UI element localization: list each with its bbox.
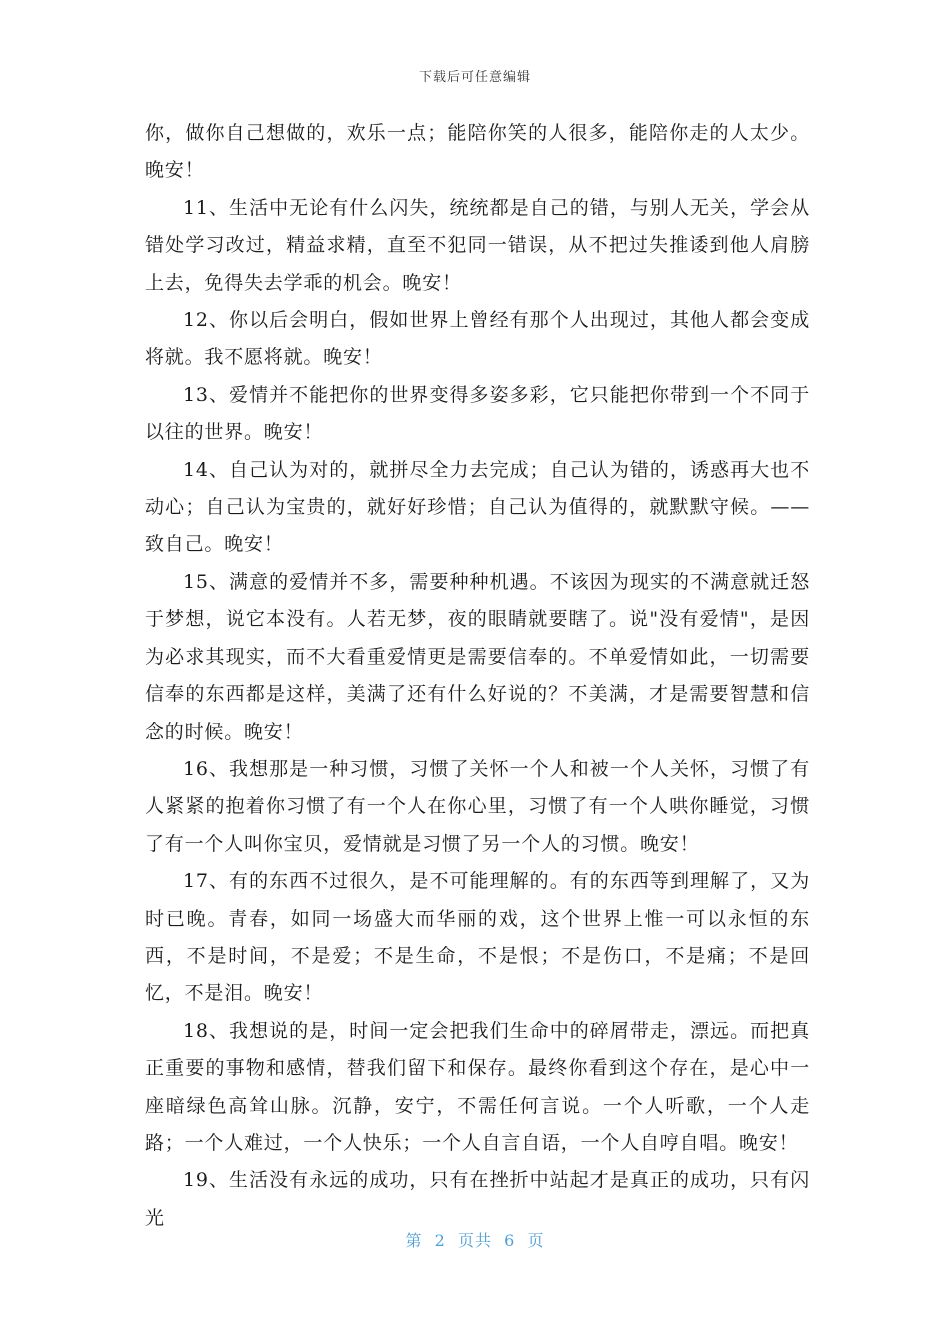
paragraph: 15、满意的爱情并不多，需要种种机遇。不该因为现实的不满意就迁怒于梦想，说它本没有。人若无梦，夜的眼睛就要瞎了。说"没有爱情"，是因为必求其现实，而不大看重爱情更是需要信奉的。不单爱情如此，一切需要信奉的东西都是这样，美满了还有什么好说的？不美满，才是需要智慧和信念的时候。晚安！ — [145, 570, 810, 743]
paragraph: 12、你以后会明白，假如世界上曾经有那个人出现过，其他人都会变成将就。我不愿将就。晚安！ — [145, 309, 810, 369]
page-header: 下载后可任意编辑 — [418, 70, 531, 85]
paragraph: 19、生活没有永远的成功，只有在挫折中站起才是真正的成功，只有闪光 — [145, 1169, 810, 1229]
paragraph: 13、爱情并不能把你的世界变得多姿多彩，它只能把你带到一个不同于以往的世界。晚安！ — [145, 383, 810, 444]
paragraph: 11、生活中无论有什么闪失，统统都是自己的错，与别人无关，学会从错处学习改过，精益求精，直至不犯同一错误，从不把过失推诿到他人肩膀上去，免得失去学乖的机会。晚安！ — [145, 196, 810, 294]
paragraph: 18、我想说的是，时间一定会把我们生命中的碎屑带走，漂远。而把真正重要的事物和感情，替我们留下和保存。最终你看到这个存在，是心中一座暗绿色高耸山脉。沉静，安宁，不需任何言说。一个人听歌，一个人走路；一个人难过，一个人快乐；一个人自言自语，一个人自哼自唱。晚安！ — [145, 1019, 810, 1154]
paragraph: 你，做你自己想做的，欢乐一点；能陪你笑的人很多，能陪你走的人太少。晚安！ — [145, 122, 810, 182]
paragraph: 14、自己认为对的，就拼尽全力去完成；自己认为错的，诱惑再大也不动心；自己认为宝贵的，就好好珍惜；自己认为值得的，就默默守候。——致自己。晚安！ — [145, 458, 810, 556]
page-number-footer: 第 2 页共 6 页 — [405, 1231, 545, 1250]
document-body — [145, 115, 810, 1237]
paragraph: 16、我想那是一种习惯，习惯了关怀一个人和被一个人关怀，习惯了有人紧紧的抱着你习惯了有一个人在你心里，习惯了有一个人哄你睡觉，习惯了有一个人叫你宝贝，爱情就是习惯了另一个人的习惯。晚安！ — [145, 757, 810, 855]
paragraph: 17、有的东西不过很久，是不可能理解的。有的东西等到理解了，又为时已晚。青春，如同一场盛大而华丽的戏，这个世界上惟一可以永恒的东西，不是时间，不是爱；不是生命，不是恨；不是伤口，不是痛；不是回忆，不是泪。晚安！ — [145, 870, 810, 1005]
